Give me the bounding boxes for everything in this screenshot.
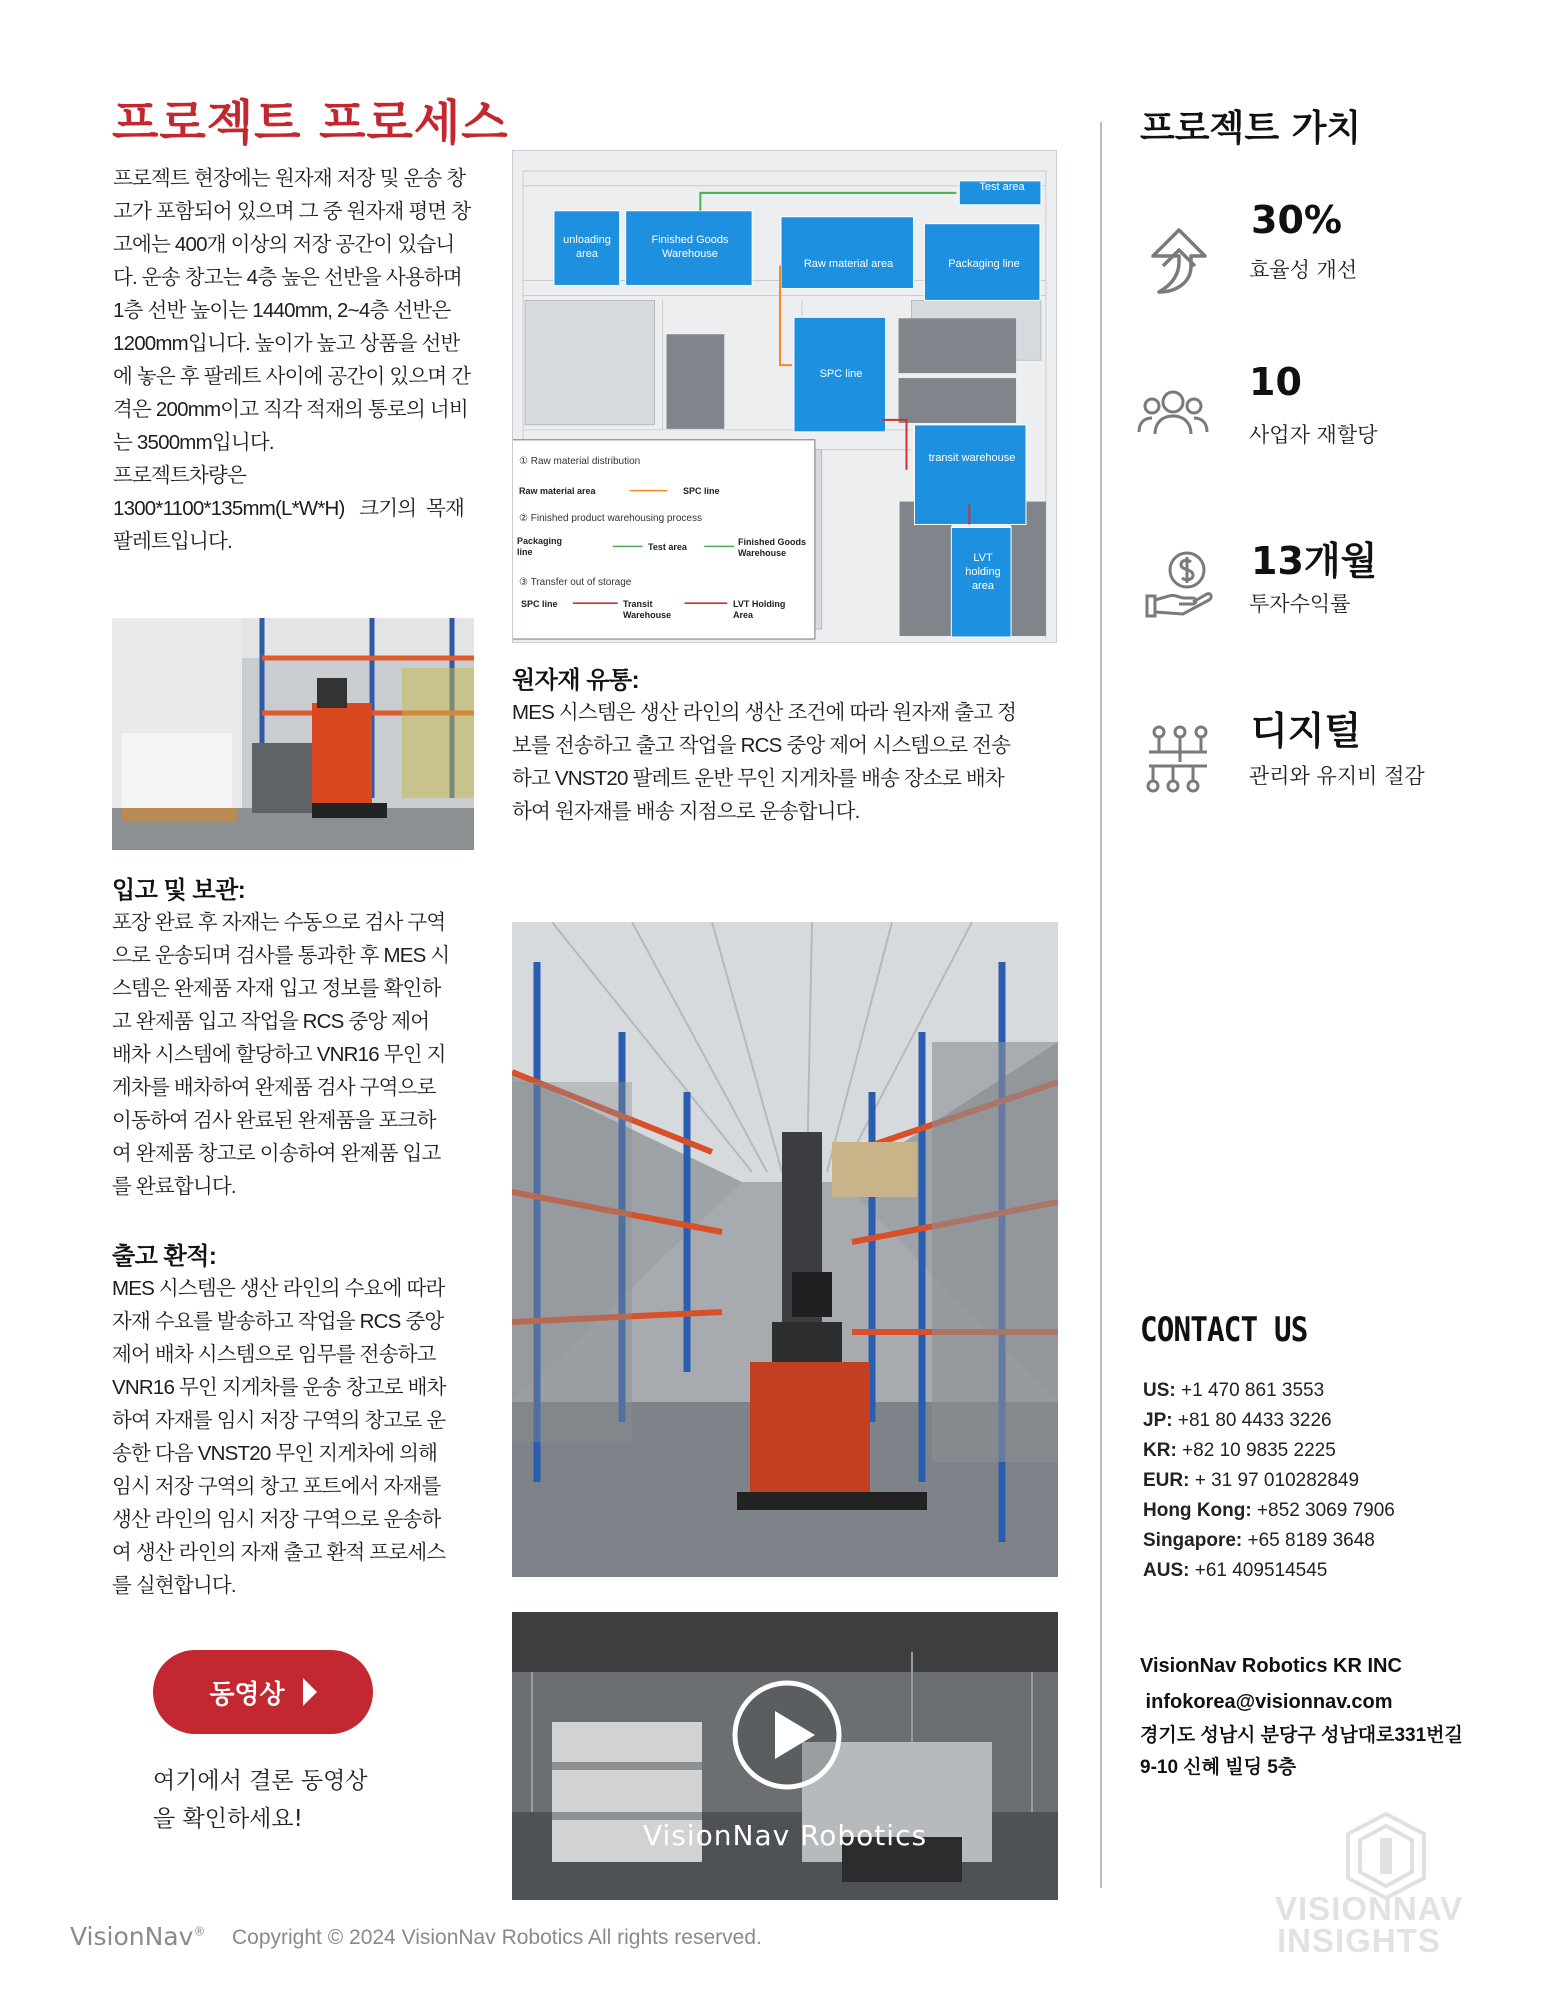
intro-line: 1200mm입니다. 높이가 높고 상품을 선반 bbox=[113, 332, 460, 355]
contact-region: JP: bbox=[1143, 1410, 1173, 1431]
contact-phone[interactable]: +65 8189 3648 bbox=[1242, 1530, 1375, 1551]
contact-phone[interactable]: +81 80 4433 3226 bbox=[1172, 1410, 1332, 1431]
warehouse-layout-diagram bbox=[512, 150, 1057, 643]
legend-2-mid: Test area bbox=[648, 542, 687, 552]
inbound-line: 이동하여 검사 완료된 완제품을 포크하 bbox=[112, 1109, 436, 1132]
legend-title-3: ③ Transfer out of storage bbox=[519, 577, 632, 588]
transit-warehouse-label: transit warehouse bbox=[928, 452, 1016, 464]
legend-title-1: ① Raw material distribution bbox=[519, 456, 641, 467]
raw-flow-heading: 원자재 유통: bbox=[512, 667, 640, 694]
footer-logo-text: VisionNav bbox=[70, 1922, 194, 1951]
test-area-label: Test area bbox=[979, 181, 1025, 193]
contact-row bbox=[1143, 1556, 1395, 1586]
raw-flow-line: 하고 VNST20 팔레트 운반 무인 지게차를 배송 장소로 배차 bbox=[512, 767, 1004, 790]
contact-region: Hong Kong: bbox=[1143, 1500, 1252, 1521]
raw-material-label: Raw material area bbox=[803, 258, 894, 270]
watermark-line: INSIGHTS bbox=[1277, 1922, 1441, 1959]
intro-line: 는 3500mm입니다. bbox=[113, 431, 274, 454]
footer-logo bbox=[70, 1922, 205, 1951]
intro-line: 고가 포함되어 있으며 그 중 원자재 평면 창 bbox=[113, 200, 471, 223]
video-caption-line: 을 확인하세요! bbox=[153, 1806, 303, 1832]
outbound-line: MES 시스템은 생산 라인의 수요에 따라 bbox=[112, 1277, 445, 1300]
intro-line: 1층 선반 높이는 1440mm, 2~4층 선반은 bbox=[113, 299, 451, 322]
intro-paragraph bbox=[113, 162, 513, 558]
inbound-line: 를 완료합니다. bbox=[112, 1175, 236, 1198]
inbound-line: 배차 시스템에 할당하고 VNR16 무인 지 bbox=[112, 1043, 446, 1066]
intro-line: 고에는 400개 이상의 저장 공간이 있습니 bbox=[113, 233, 455, 256]
legend-3-mid: Transit Warehouse bbox=[623, 599, 672, 620]
play-triangle-icon bbox=[303, 1678, 317, 1706]
packaging-line-label: Packaging line bbox=[948, 258, 1020, 270]
video-brand-text: VisionNav Robotics bbox=[642, 1819, 928, 1852]
intro-line: 다. 운송 창고는 4층 높은 선반을 사용하며 bbox=[113, 266, 462, 289]
legend-1-to: SPC line bbox=[683, 486, 720, 496]
outbound-line: 임시 저장 구역의 창고 포트에서 자재를 bbox=[112, 1475, 441, 1498]
legend-2-to: Finished Goods Warehouse bbox=[738, 537, 807, 558]
contact-region: KR: bbox=[1143, 1440, 1177, 1461]
raw-flow-paragraph bbox=[512, 696, 1072, 828]
legend-3-from: SPC line bbox=[521, 599, 558, 609]
inbound-heading: 입고 및 보관: bbox=[112, 877, 246, 904]
finished-goods-label: Finished Goods Warehouse bbox=[651, 234, 729, 260]
outbound-line: 여 생산 라인의 자재 출고 환적 프로세스 bbox=[112, 1541, 446, 1564]
warehouse-reach-truck-photo bbox=[512, 922, 1058, 1577]
intro-line: 격은 200mm이고 직각 적재의 통로의 너비 bbox=[113, 398, 468, 421]
legend-2-from: Packaging line bbox=[517, 536, 563, 557]
inbound-paragraph bbox=[112, 906, 492, 1203]
outbound-line: 생산 라인의 임시 저장 구역으로 운송하 bbox=[112, 1508, 441, 1531]
stat-value: 디지털 bbox=[1251, 709, 1362, 753]
unloading-area-label: unloading area bbox=[563, 234, 611, 260]
outbound-line: 자재 수요를 발송하고 작업을 RCS 중앙 bbox=[112, 1310, 444, 1333]
stat-label: 관리와 유지비 절감 bbox=[1249, 764, 1425, 788]
outbound-heading: 출고 환적: bbox=[112, 1243, 217, 1270]
contact-row bbox=[1143, 1376, 1395, 1406]
company-name: VisionNav Robotics KR INC bbox=[1140, 1655, 1402, 1677]
intro-line: 프로젝트 현장에는 원자재 저장 및 운송 창 bbox=[113, 167, 466, 190]
registered-mark: ® bbox=[193, 1924, 206, 1939]
stat-value: 10 bbox=[1249, 360, 1302, 404]
contact-list bbox=[1143, 1376, 1395, 1586]
growth-arrow-icon bbox=[1143, 222, 1217, 296]
outbound-line: 하여 자재를 임시 저장 구역의 창고로 운 bbox=[112, 1409, 446, 1432]
raw-flow-line: 하여 원자재를 배송 지점으로 운송합니다. bbox=[512, 800, 860, 823]
contact-row bbox=[1143, 1436, 1395, 1466]
people-group-icon bbox=[1136, 378, 1210, 452]
money-hand-icon bbox=[1143, 548, 1217, 622]
inbound-line: 여 완제품 창고로 이송하여 완제품 입고 bbox=[112, 1142, 441, 1165]
video-caption-line: 여기에서 결론 동영상 bbox=[153, 1768, 368, 1794]
spc-line-label: SPC line bbox=[819, 368, 863, 380]
company-address: 경기도 성남시 분당구 성남대로331번길 bbox=[1140, 1725, 1463, 1746]
video-button[interactable] bbox=[153, 1650, 373, 1734]
outbound-line: 를 실현합니다. bbox=[112, 1574, 236, 1597]
contact-row bbox=[1143, 1466, 1395, 1496]
stat-label: 사업자 재할당 bbox=[1249, 423, 1378, 447]
outbound-line: VNR16 무인 지게차를 운송 창고로 배차 bbox=[112, 1376, 446, 1399]
contact-row bbox=[1143, 1406, 1395, 1436]
inbound-line: 스템은 완제품 자재 입고 정보를 확인하 bbox=[112, 977, 441, 1000]
watermark-text bbox=[1275, 1890, 1464, 1959]
legend-title-2: ② Finished product warehousing process bbox=[519, 513, 702, 524]
company-info bbox=[1140, 1648, 1463, 1784]
contact-phone[interactable]: +852 3069 7906 bbox=[1251, 1500, 1395, 1521]
legend-3-to: LVT Holding Area bbox=[733, 599, 786, 620]
page-title: 프로젝트 프로세스 bbox=[112, 95, 509, 151]
visionnav-hexagon-logo bbox=[1340, 1810, 1432, 1902]
raw-flow-line: 보를 전송하고 출고 작업을 RCS 중앙 제어 시스템으로 전송 bbox=[512, 734, 1011, 757]
video-thumbnail[interactable] bbox=[512, 1612, 1058, 1900]
inbound-line: 게차를 배차하여 완제품 검사 구역으로 bbox=[112, 1076, 436, 1099]
outbound-paragraph bbox=[112, 1272, 492, 1602]
contact-region: US: bbox=[1143, 1380, 1176, 1401]
video-caption bbox=[153, 1762, 368, 1838]
contact-phone[interactable]: +82 10 9835 2225 bbox=[1176, 1440, 1336, 1461]
contact-phone[interactable]: +61 409514545 bbox=[1189, 1560, 1328, 1581]
agv-forklift-photo bbox=[112, 618, 474, 850]
contact-row bbox=[1143, 1526, 1395, 1556]
outbound-line: 송한 다음 VNST20 무인 지게차에 의해 bbox=[112, 1442, 438, 1465]
intro-line: 프로젝트차량은 bbox=[113, 464, 247, 487]
contact-phone[interactable]: +1 470 861 3553 bbox=[1175, 1380, 1325, 1401]
play-icon[interactable] bbox=[731, 1679, 843, 1791]
company-address: 9-10 신혜 빌딩 5층 bbox=[1140, 1757, 1297, 1778]
inbound-line: 으로 운송되며 검사를 통과한 후 MES 시 bbox=[112, 944, 450, 967]
company-email[interactable]: infokorea@visionnav.com bbox=[1140, 1691, 1393, 1713]
contact-region: Singapore: bbox=[1143, 1530, 1243, 1551]
stat-value: 30% bbox=[1251, 198, 1342, 242]
legend-1-from: Raw material area bbox=[519, 486, 596, 496]
video-button-label: 동영상 bbox=[209, 1679, 285, 1710]
intro-line: 팔레트입니다. bbox=[113, 530, 232, 553]
contact-region: EUR: bbox=[1143, 1470, 1190, 1491]
contact-row bbox=[1143, 1496, 1395, 1526]
contact-title: CONTACT US bbox=[1140, 1310, 1308, 1350]
inbound-line: 고 완제품 입고 작업을 RCS 중앙 제어 bbox=[112, 1010, 430, 1033]
intro-line: 1300*1100*135mm(L*W*H) 크기의 목재 bbox=[113, 497, 465, 520]
stat-label: 효율성 개선 bbox=[1249, 258, 1358, 282]
stat-label: 투자수익률 bbox=[1249, 592, 1351, 616]
watermark-line: VISIONNAV bbox=[1275, 1890, 1464, 1927]
outbound-line: 제어 배차 시스템으로 임무를 전송하고 bbox=[112, 1343, 436, 1366]
project-value-title: 프로젝트 가치 bbox=[1140, 108, 1362, 149]
intro-line: 에 놓은 후 팔레트 사이에 공간이 있으며 간 bbox=[113, 365, 471, 388]
raw-flow-line: MES 시스템은 생산 라인의 생산 조건에 따라 원자재 출고 정 bbox=[512, 701, 1017, 724]
stat-value: 13개월 bbox=[1251, 539, 1378, 583]
inbound-line: 포장 완료 후 자재는 수동으로 검사 구역 bbox=[112, 911, 446, 934]
column-divider bbox=[1100, 122, 1102, 1888]
contact-region: AUS: bbox=[1143, 1560, 1190, 1581]
lvt-holding-label: LVT holding area bbox=[965, 552, 1001, 592]
contact-phone[interactable]: + 31 97 010282849 bbox=[1189, 1470, 1360, 1491]
network-nodes-icon bbox=[1143, 722, 1217, 796]
footer-copyright: Copyright © 2024 VisionNav Robotics All rights reserved. bbox=[232, 1926, 762, 1949]
